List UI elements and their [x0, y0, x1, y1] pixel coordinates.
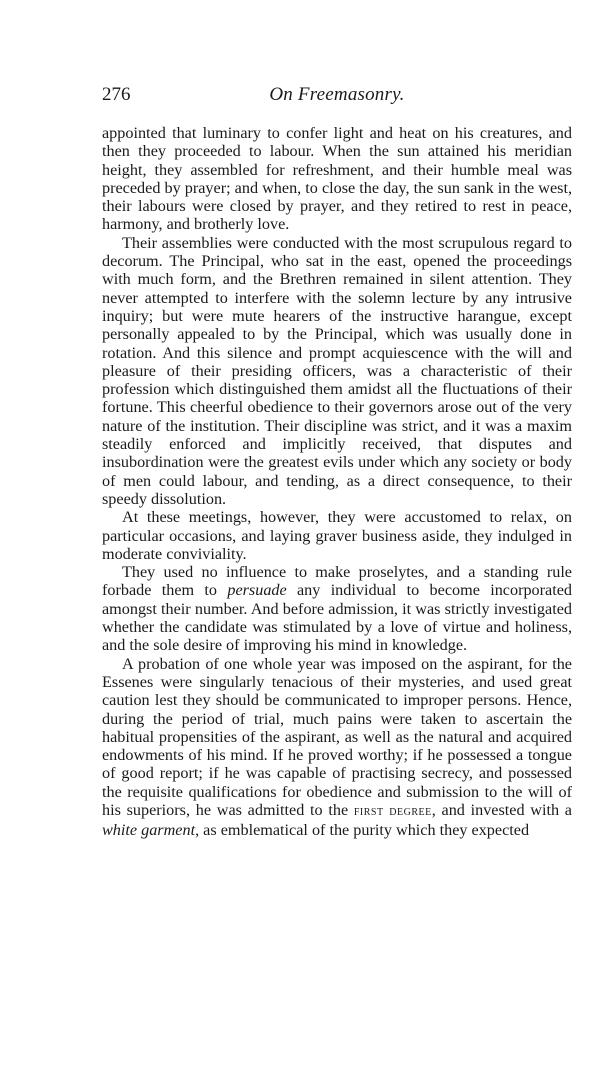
paragraph-5-smallcaps: first degree: [353, 803, 432, 819]
body-text: [102, 124, 572, 840]
paragraph-4: [102, 563, 572, 654]
paragraph-4-text-a: They used no influence to make proselytes, and a standing rule forbade them to: [102, 563, 572, 600]
paragraph-3: At these meetings, however, they were accustomed to relax, on particular occasions, and laying graver business aside, they indulged in moderate conviviality.: [102, 508, 572, 563]
paragraph-4-italic: persuade: [227, 581, 287, 600]
page-number: 276: [102, 84, 131, 105]
paragraph-1: appointed that luminary to confer light and heat on his creatures, and then they proceeded to labour. When the sun attained his meridian height, they assembled for refreshment, and their humble meal was preceded by prayer; and when, to close the day, the sun sank in the west, their labours were closed by prayer, and they retired to rest in peace, harmony, and brotherly love.: [102, 124, 572, 234]
paragraph-5-italic: white garment: [102, 821, 196, 840]
paragraph-5-text-a: A probation of one whole year was imposed on the aspirant, for the Essenes were singularly tenacious of their mysteries, and used great caution lest they should be communicated to improper persons. Hence, during the period of trial, much pains were taken to ascertain the habitual propensities of the aspirant, as well as the natural and acquired endowments of his mind. If he proved worthy; if he possessed a tongue of good report; if he was capable of practising secrecy, and possessed the requisite qualifications for obedience and submission to the will of his superiors, he was admitted to the: [102, 654, 572, 819]
running-title: On Freemasonry.: [269, 84, 405, 105]
paragraph-5: [102, 655, 572, 840]
page-header: [102, 84, 572, 110]
paragraph-5-text-c: , as emblematical of the purity which they expected: [195, 821, 530, 840]
paragraph-2: Their assemblies were conducted with the most scrupulous regard to decorum. The Principal, who sat in the east, opened the proceedings with much form, and the Brethren remained in silent attention. They never attempted to interfere with the solemn lecture by any intrusive inquiry; but were mute hearers of the instructive harangue, except personally appealed to by the Principal, which was usually done in rotation. And this silence and prompt acquiescence with the will and pleasure of their presiding officers, was a characteristic of their profession which distinguished them amidst all the fluctuations of their fortune. This cheerful obedience to their governors arose out of the very nature of the institution. Their discipline was strict, and it was a maxim steadily enforced and implicitly received, that disputes and insubordination were the greatest evils under which any society or body of men could labour, and tending, as a direct consequence, to their speedy dissolution.: [102, 233, 572, 508]
paragraph-5-text-b: , and invested with a: [431, 800, 572, 819]
paragraph-4-text-b: any individual to become incorporated amongst their number. And before admission, it was strictly investigated whether the candidate was stimulated by a love of virtue and holiness, and the sole desire of improving his mind in knowledge.: [102, 581, 572, 655]
